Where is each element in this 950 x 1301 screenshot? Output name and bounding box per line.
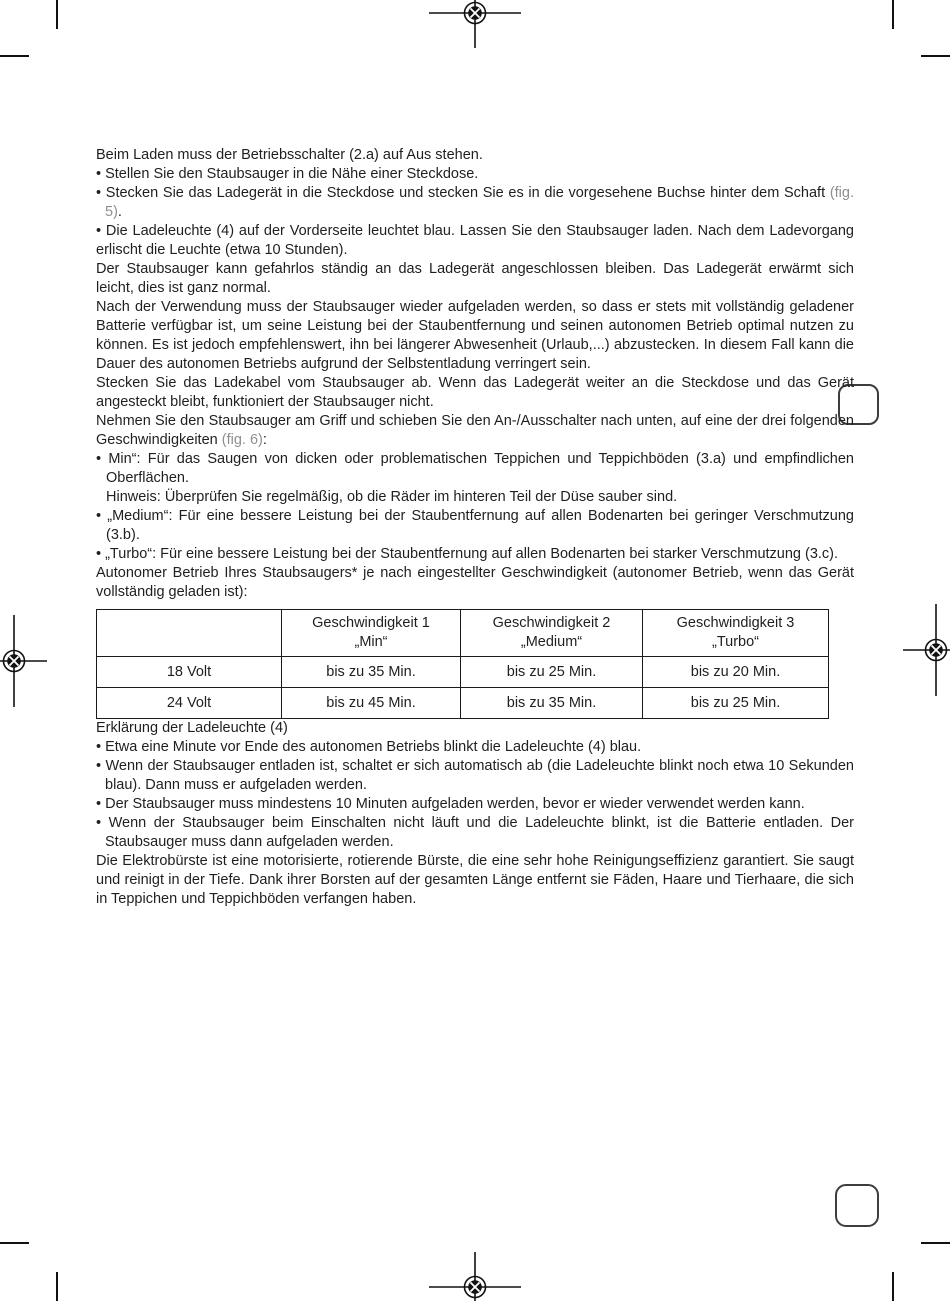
table-header-speed-2 (461, 610, 643, 657)
crop-mark-bottom-left-horizontal (0, 1242, 29, 1244)
brush-paragraph: Die Elektrobürste ist eine motorisierte, rotierende Bürste, die eine sehr hohe Reinigungseffizienz garantiert. Sie saugt und reinigt in der Tiefe. Dank ihrer Borsten auf der gesamten Länge entfernt sie Fäden, Haare und Tierhaare, die sich in Teppichen und Teppichböden verfangen haben. (96, 853, 854, 907)
text-column (96, 146, 854, 909)
charging-intro: Beim Laden muss der Betriebsschalter (2.a) auf Aus stehen. (96, 147, 483, 163)
header-sub: „Turbo“ (712, 634, 759, 650)
speed-bullet-medium: • „Medium“: Für eine bessere Leistung bei der Staubentfernung auf allen Bodenarten bei geringer Verschmutzung (3.b). (96, 508, 854, 543)
indicator-bullet-4: • Wenn der Staubsauger beim Einschalten nicht läuft und die Ladeleuchte blinkt, ist die Batterie entladen. Der Staubsauger muss dann aufgeladen werden. (96, 815, 854, 850)
crop-mark-top-right-vertical (892, 0, 894, 29)
crop-mark-bottom-right-vertical (892, 1272, 894, 1301)
table-header-row (97, 610, 829, 657)
rounded-placeholder-box (835, 1184, 879, 1227)
usage-paragraph-1: Stecken Sie das Ladekabel vom Staubsauger ab. Wenn das Ladegerät weiter an die Steckdose und das Gerät angesteckt bleibt, funktioniert der Staubsauger nicht. (96, 375, 854, 410)
header-sub: „Min“ (354, 634, 388, 650)
table-cell: bis zu 20 Min. (643, 657, 829, 688)
speed-min-note: Hinweis: Überprüfen Sie regelmäßig, ob die Räder im hinteren Teil der Düse sauber sind. (106, 489, 678, 505)
autonomy-intro: Autonomer Betrieb Ihres Staubsaugers* je nach eingestellter Geschwindigkeit (autonomer Betrieb, wenn das Gerät vollständig geladen ist): (96, 565, 854, 600)
table-cell: bis zu 25 Min. (461, 657, 643, 688)
header-title: Geschwindigkeit 2 (492, 615, 611, 631)
indicator-bullet-1: • Etwa eine Minute vor Ende des autonomen Betriebs blinkt die Ladeleuchte (4) blau. (96, 739, 642, 755)
charging-bullet-3: • Die Ladeleuchte (4) auf der Vorderseite leuchtet blau. Lassen Sie den Staubsauger laden. Nach dem Ladevorgang erlischt die Leuchte (etwa 10 Stunden). (96, 223, 854, 258)
usage-paragraph-2 (96, 412, 854, 450)
table-header-empty (97, 610, 282, 657)
table-header-speed-1 (282, 610, 461, 657)
usage-paragraph-2-end: : (262, 432, 267, 448)
crop-mark-top-left-horizontal (0, 55, 29, 57)
table-cell: bis zu 35 Min. (461, 688, 643, 719)
indicator-bullet-2: • Wenn der Staubsauger entladen ist, schaltet er sich automatisch ab (die Ladeleuchte blinkt noch etwa 10 Sekunden blau). Dann muss er aufgeladen werden. (96, 758, 854, 793)
registration-mark-icon (890, 604, 950, 696)
indicator-title: Erklärung der Ladeleuchte (4) (96, 720, 288, 736)
header-title: Geschwindigkeit 3 (676, 615, 795, 631)
charging-bullet-2 (96, 184, 854, 222)
crop-mark-top-left-vertical (56, 0, 58, 29)
table-row-24v (97, 688, 829, 719)
charging-paragraph-1: Der Staubsauger kann gefahrlos ständig an das Ladegerät angeschlossen bleiben. Das Ladegerät erwärmt sich leicht, dies ist ganz normal. (96, 261, 854, 296)
table-cell: 24 Volt (97, 688, 282, 719)
registration-mark-icon (429, 0, 521, 48)
runtime-table (96, 609, 829, 719)
table-cell: bis zu 25 Min. (643, 688, 829, 719)
crop-mark-bottom-left-vertical (56, 1272, 58, 1301)
table-cell: bis zu 45 Min. (282, 688, 461, 719)
charging-bullet-1: • Stellen Sie den Staubsauger in die Nähe einer Steckdose. (96, 166, 479, 182)
table-cell: 18 Volt (97, 657, 282, 688)
charging-bullet-2-text: • Stecken Sie das Ladegerät in die Steckdose und stecken Sie es in die vorgesehene Buchse hinter dem Schaft (96, 185, 830, 201)
charging-bullet-2-end: . (117, 204, 122, 220)
speed-bullet-min: • Min“: Für das Saugen von dicken oder problematischen Teppichen und Teppichböden (3.a) und empfindlichen Oberflächen. (96, 451, 854, 486)
crop-mark-top-right-horizontal (921, 55, 950, 57)
table-cell: bis zu 35 Min. (282, 657, 461, 688)
charging-paragraph-2: Nach der Verwendung muss der Staubsauger wieder aufgeladen werden, so dass er stets mit vollständig geladener Batterie verfügbar ist, um seine Leistung bei der Staubentfernung und seinen autonomen Betrieb optimal nutzen zu können. Es ist jedoch empfehlenswert, ihn bei längerer Abwesenheit (Urlaub,...) abzustecken. In diesem Fall kann die Dauer des autonomen Betriebs aufgrund der Selbstentladung verringert sein. (96, 299, 854, 372)
crop-mark-bottom-right-horizontal (921, 1242, 950, 1244)
header-title: Geschwindigkeit 1 (312, 615, 430, 631)
table-row-18v (97, 657, 829, 688)
header-sub: „Medium“ (520, 634, 583, 650)
figure-6-reference: (fig. 6) (221, 432, 263, 448)
registration-mark-icon (429, 1252, 521, 1301)
speed-bullet-turbo: • „Turbo“: Für eine bessere Leistung bei der Staubentfernung auf allen Bodenarten bei starker Verschmutzung (3.c). (96, 546, 839, 562)
table-header-speed-3 (643, 610, 829, 657)
registration-mark-icon (0, 615, 60, 707)
indicator-bullet-3: • Der Staubsauger muss mindestens 10 Minuten aufgeladen werden, bevor er wieder verwendet werden kann. (96, 796, 805, 812)
usage-paragraph-2-text: Nehmen Sie den Staubsauger am Griff und schieben Sie den An-/Ausschalter nach unten, auf eine der drei folgenden Geschwindigkeiten (96, 413, 854, 448)
figure-5-reference: (fig. 5) (105, 185, 854, 220)
